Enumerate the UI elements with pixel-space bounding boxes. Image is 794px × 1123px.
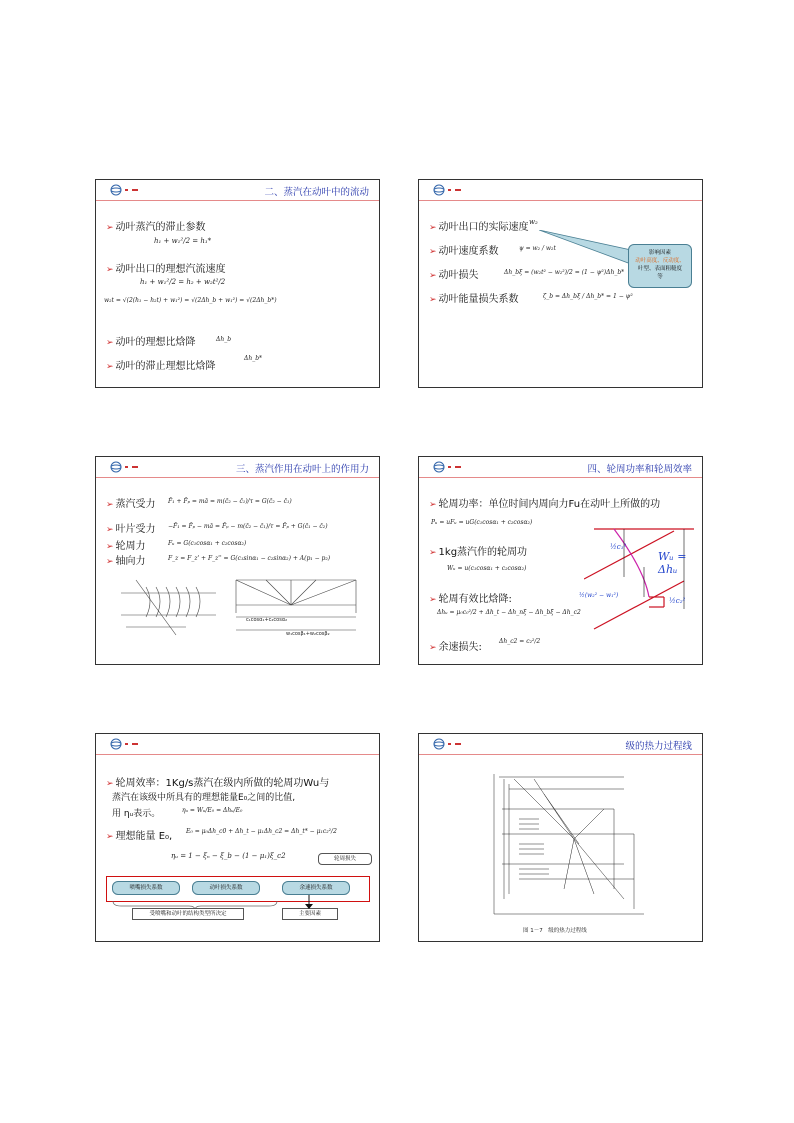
callout — [628, 244, 692, 288]
formula: h₁ + w₁²/2 = h₂ + w₂t²/2 — [140, 278, 226, 286]
bullet-text: ➢ 动叶的滞止理想比焓降 — [106, 357, 216, 372]
formula: ψ = w₂ / w₂t — [519, 245, 556, 252]
slide-title: 级的热力过程线 — [625, 741, 692, 752]
formula: Δhᵤ = μ₀c₀²/2 + Δh_t − Δh_nξ − Δh_bξ − Δh_c2 — [437, 609, 581, 616]
loss-pill: 动叶损失系数 — [192, 881, 260, 895]
formula: −F̄₁ = F̄ₚ − mā = F̄ₚ − m(c̄₂ − c̄₁)/τ = F̄ₚ + G(c̄₁ − c̄₂) — [168, 523, 328, 530]
formula: Δh_b* — [244, 355, 263, 362]
slide-header — [419, 180, 702, 201]
formula: h₁ + w₁²/2 = h₁* — [154, 237, 212, 245]
slide-header — [419, 734, 702, 755]
cause-box: 受喷嘴和动叶的结构类型所决定 — [132, 908, 244, 920]
bullet-text: ➢ 轮周功率：单位时间内周向力Fu在动叶上所做的功 — [429, 495, 660, 510]
callout-line: 影响因素 — [648, 250, 671, 256]
thermal-process-diagram — [474, 769, 649, 919]
callout-line: 等 — [657, 274, 663, 280]
graph-label: ½c₂² — [669, 597, 686, 605]
slide-1 — [95, 179, 380, 388]
bullet-text: ➢ 1kg蒸汽作的轮周功 — [429, 543, 527, 558]
logo-icon — [433, 184, 473, 196]
callout-line: 动叶高度、反动度、 — [635, 258, 685, 264]
formula: w₂ — [529, 218, 538, 226]
bullet-text: ➢ 叶片受力 — [106, 520, 156, 535]
efficiency-formula: ηᵤ = 1 − ξₙ − ξ_b − (1 − μ₁)ξ_c2 — [171, 852, 286, 860]
formula: w₂t = √(2(h₁ − h₂t) + w₁²) = √(2Δh_b + w₁²) = √(2Δh_b*) — [104, 297, 277, 304]
body-text: 用 ηᵤ表示。 — [112, 809, 161, 819]
formula: F_z = F_z' + F_z'' = G(c₁sinα₁ − c₂sinα₂) + A(p₁ − p₂) — [168, 555, 331, 562]
slide-title: 三、蒸汽作用在动叶上的作用力 — [235, 464, 369, 475]
formula: ηᵤ = Wᵤ/E₀ = Δhᵤ/E₀ — [182, 807, 243, 814]
bullet-text: ➢ 动叶的理想比焓降 — [106, 333, 196, 348]
formula: F̄₁ + F̄ₚ = mā = m(c̄₂ − c̄₁)/τ = G(c̄₂ − c̄₁) — [168, 498, 292, 505]
figure-caption: 图 1－7 级的热力过程线 — [523, 928, 587, 934]
slide-3 — [95, 456, 380, 665]
slide-5 — [95, 733, 380, 942]
slide-2 — [418, 179, 703, 388]
slide-header — [96, 457, 379, 478]
bullet-text: ➢ 动叶能量损失系数 — [429, 290, 519, 305]
graph-label: ½c₁² — [610, 543, 627, 551]
enthalpy-diagram — [584, 519, 703, 639]
formula: Wᵤ = u(c₁cosα₁ + c₂cosα₂) — [447, 565, 527, 572]
logo-icon — [433, 738, 473, 750]
logo-icon — [110, 461, 150, 473]
slide-header — [96, 180, 379, 201]
slide-header — [96, 734, 379, 755]
formula: Δh_c2 = c₂²/2 — [499, 638, 541, 645]
bullet-text: ➢ 动叶损失 — [429, 266, 479, 281]
bullet-text: ➢ 理想能量 E₀, — [106, 827, 172, 842]
bullet-text: ➢ 轮周有效比焓降: — [429, 590, 512, 605]
slide-4 — [418, 456, 703, 665]
bullet-text: ➢ 余速损失: — [429, 638, 482, 653]
bullet-text: ➢ 动叶出口的理想汽流速度 — [106, 260, 226, 275]
diagram-label: w₁cosβ₁+w₂cosβ₂ — [286, 631, 330, 637]
arrow-down-icon — [304, 895, 314, 909]
bullet-text: ➢ 动叶速度系数 — [429, 242, 499, 257]
loss-pill: 喷嘴损失系数 — [112, 881, 180, 895]
formula: Fᵤ = G(c₁cosα₁ + c₂cosα₂) — [168, 540, 247, 547]
cause-box: 主要因素 — [282, 908, 338, 920]
logo-icon — [433, 461, 473, 473]
graph-label: Wᵤ = Δhᵤ — [658, 550, 687, 576]
formula: E₀ = μ₀Δh_c0 + Δh_t − μ₁Δh_c2 = Δh_t* − μ₁c₂²/2 — [186, 828, 337, 835]
bullet-text: ➢ 蒸汽受力 — [106, 495, 156, 510]
formula: Δh_bξ = (w₂t² − w₂²)/2 = (1 − ψ²)Δh_b* — [504, 269, 625, 276]
slide-title: 四、轮周功率和轮周效率 — [587, 464, 692, 475]
slide-header — [419, 457, 702, 478]
callout-pointer — [539, 230, 634, 270]
bullet-text: ➢ 动叶蒸汽的滞止参数 — [106, 218, 206, 233]
logo-icon — [110, 184, 150, 196]
formula: Pᵤ = uFᵤ = uG(c₁cosα₁ + c₂cosα₂) — [431, 519, 533, 526]
bullet-text: ➢ 轮周效率：1Kg/s蒸汽在级内所做的轮周功Wu与 — [106, 774, 329, 789]
bullet-text: ➢ 轴向力 — [106, 552, 146, 567]
bullet-text: ➢ 动叶出口的实际速度 — [429, 218, 529, 233]
diagram-label: c₁cosα₁+c₂cosα₂ — [246, 617, 288, 623]
logo-icon — [110, 738, 150, 750]
bullet-text: ➢ 轮周力 — [106, 537, 146, 552]
body-text: 蒸汽在该级中所具有的理想能量E₀之间的比值, — [112, 793, 296, 803]
slide-6 — [418, 733, 703, 942]
formula: Δh_b — [216, 336, 232, 343]
side-label: 轮周损失 — [318, 853, 372, 865]
callout-line: 叶型、表面粗糙度 — [637, 266, 682, 272]
slide-title: 二、蒸汽在动叶中的流动 — [264, 187, 369, 198]
loss-pill: 余速损失系数 — [282, 881, 350, 895]
formula: ζ_b = Δh_bξ / Δh_b* = 1 − ψ² — [543, 293, 633, 300]
graph-label: ½(w₂² − w₁²) — [579, 592, 619, 599]
